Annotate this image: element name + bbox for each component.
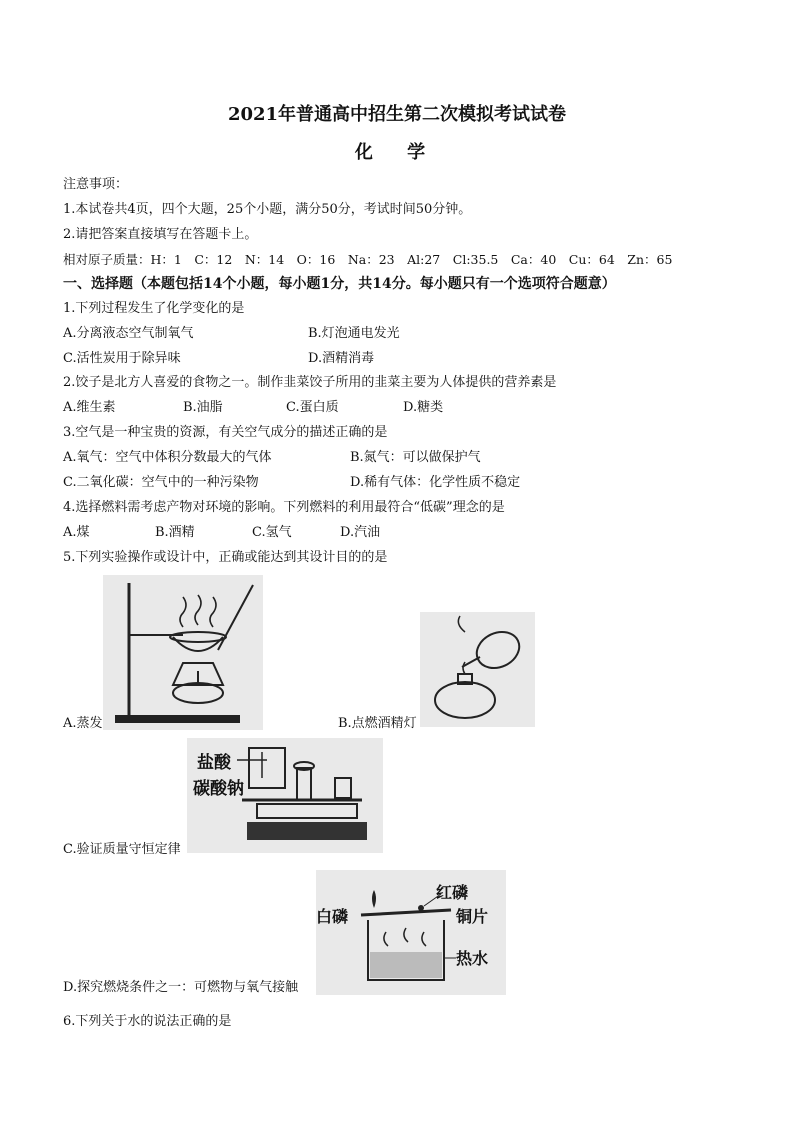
q1-option-a: A.分离液态空气制氧气 — [63, 326, 194, 341]
q1-option-d: D.酒精消毒 — [308, 351, 375, 366]
notes-item-2: 2.请把答案直接填写在答题卡上。 — [63, 227, 258, 242]
notes-item-1: 1.本试卷共4页，四个大题，25个小题，满分50分，考试时间50分钟。 — [63, 202, 472, 217]
q3-option-c: C.二氧化碳：空气中的一种污染物 — [63, 475, 259, 490]
q4-option-d: D.汽油 — [340, 525, 381, 540]
fig-d-label-water: 热水 — [456, 949, 489, 968]
notes-header: 注意事项： — [63, 177, 129, 192]
fig-c-label-na2co3: 碳酸钠 — [193, 779, 244, 799]
q4-option-b: B.酒精 — [155, 525, 195, 540]
q3-option-a: A.氧气：空气中体积分数最大的气体 — [63, 450, 272, 465]
q1-option-c: C.活性炭用于除异味 — [63, 351, 181, 366]
subject-title: 化 学 — [354, 142, 440, 163]
figure-evaporation — [103, 575, 263, 730]
q5-stem: 5.下列实验操作或设计中，正确或能达到其设计目的的是 — [63, 550, 388, 565]
q6-stem: 6.下列关于水的说法正确的是 — [63, 1014, 232, 1029]
q5-option-b: B.点燃酒精灯 — [338, 716, 417, 731]
exam-title: 2021年普通高中招生第二次模拟考试试卷 — [227, 104, 567, 125]
q2-stem: 2.饺子是北方人喜爱的食物之一。制作韭菜饺子所用的韭菜主要为人体提供的营养素是 — [63, 375, 557, 390]
q3-option-b: B.氮气：可以做保护气 — [350, 450, 481, 465]
atomic-mass-line: 相对原子质量：H：1 C：12 N：14 O：16 Na：23 Al:27 Cl:35.5 Ca：40 Cu：64 Zn：65 — [63, 252, 673, 267]
fig-d-label-red-p: 红磷 — [436, 883, 469, 902]
figure-alcohol-lamp — [420, 612, 535, 727]
q3-stem: 3.空气是一种宝贵的资源，有关空气成分的描述正确的是 — [63, 425, 388, 440]
q5-option-a: A.蒸发 — [63, 716, 103, 731]
q5-option-d: D.探究燃烧条件之一：可燃物与氧气接触 — [63, 980, 299, 995]
fig-d-label-white-p: 白磷 — [316, 907, 349, 926]
fig-c-label-hcl: 盐酸 — [197, 753, 231, 773]
q4-option-c: C.氢气 — [252, 525, 292, 540]
q4-option-a: A.煤 — [63, 525, 90, 540]
figure-balance — [187, 738, 383, 853]
q2-option-b: B.油脂 — [183, 400, 223, 415]
q3-option-d: D.稀有气体：化学性质不稳定 — [350, 475, 521, 490]
fig-d-label-copper: 铜片 — [456, 907, 489, 926]
figure-combustion — [316, 870, 506, 995]
q1-stem: 1.下列过程发生了化学变化的是 — [63, 301, 245, 316]
q2-option-d: D.糖类 — [403, 400, 444, 415]
q1-option-b: B.灯泡通电发光 — [308, 326, 400, 341]
section-heading: 一、选择题（本题包括14个小题，每小题1分，共14分。每小题只有一个选项符合题意） — [63, 276, 616, 292]
q4-stem: 4.选择燃料需考虑产物对环境的影响。下列燃料的利用最符合“低碳”理念的是 — [63, 500, 505, 515]
q2-option-a: A.维生素 — [63, 400, 116, 415]
q2-option-c: C.蛋白质 — [286, 400, 339, 415]
q5-option-c: C.验证质量守恒定律 — [63, 842, 181, 857]
